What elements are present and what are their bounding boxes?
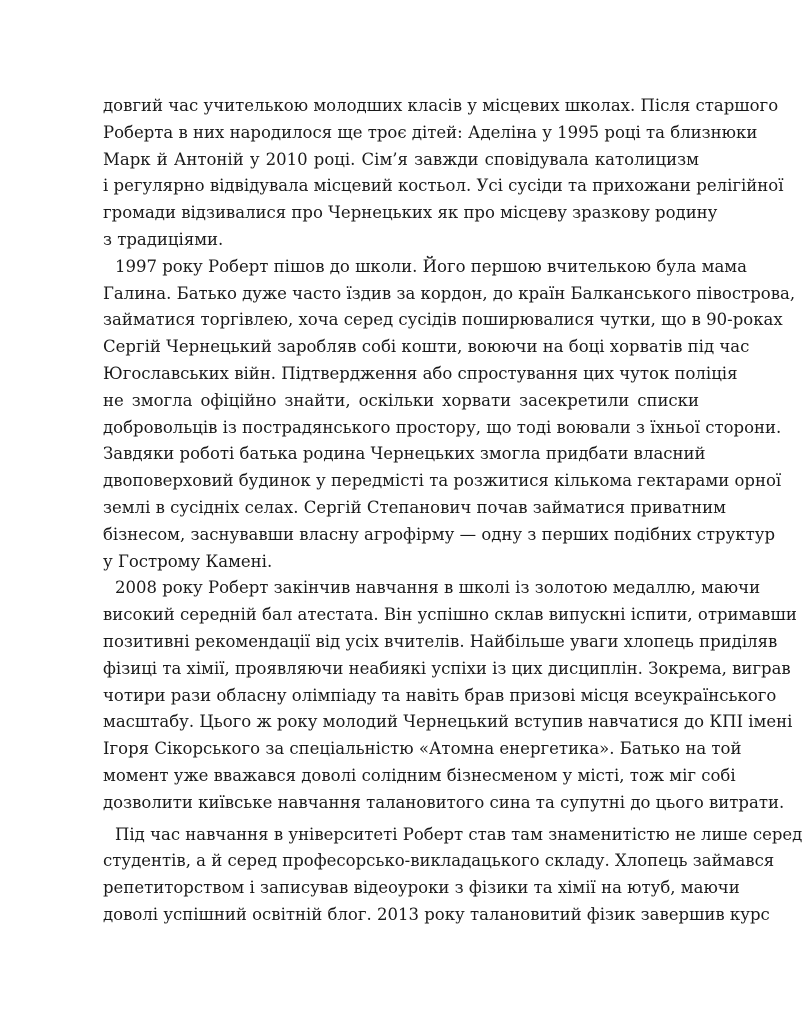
paragraph [103,93,784,254]
text-line: Югославських війн. Підтвердження або спростування цих чуток поліція [103,363,738,383]
paragraph [103,575,797,816]
text-line: фізиці та хімії, проявляючи неабиякі успіхи із цих дисциплін. Зокрема, виграв [103,658,791,678]
text-line: добровольців із пострадянського простору, що тоді воювали з їхньої сторони. [103,417,782,437]
text-line: і регулярно відвідувала місцевий костьол. Усі сусіди та прихожани релігійної [103,176,784,196]
text-line: Завдяки роботі батька родина Чернецьких змогла придбати власний [103,444,706,464]
text-line: позитивні рекомендації від усіх вчителів. Найбільше уваги хлопець приділяв [103,631,778,651]
text-line: Сергій Чернецький заробляв собі кошти, воюючи на боці хорватів під час [103,337,750,357]
text-line: момент уже вважався доволі солідним бізнесменом у місті, тож міг собі [103,765,736,785]
text-line: не змогла офіційно знайти, оскільки хорвати засекретили списки [103,390,699,410]
text-line: довгий час учителькою молодших класів у місцевих школах. Після старшого [103,96,779,115]
text-line: громади відзивалися про Чернецьких як про місцеву зразкову родину [103,203,718,223]
text-line: чотири рази обласну олімпіаду та навіть брав призові місця всеукраїнського [103,685,777,705]
paragraph [103,254,796,576]
paragraph [103,822,802,929]
text-line: у Гострому Камені. [103,551,273,571]
text-line: студентів, а й серед професорсько-викладацького складу. Хлопець займався [103,851,775,871]
text-line: доволі успішний освітній блог. 2013 року талановитий фізик завершив курс [103,904,770,924]
text-line: масштабу. Цього ж року молодий Чернецький вступив навчатися до КПІ імені [103,712,793,732]
text-line: 1997 року Роберт пішов до школи. Його першою вчителькою була мама [115,256,747,276]
page-text [103,93,802,929]
text-line: бізнесом, заснувавши власну агрофірму — одну з перших подібних структур [103,524,776,544]
text-line: займатися торгівлею, хоча серед сусідів поширювалися чутки, що в 90-роках [103,310,783,330]
text-line: Ігоря Сікорського за спеціальністю «Атомна енергетика». Батько на той [103,739,742,759]
text-line: Під час навчання в університеті Роберт став там знаменитістю не лише серед [115,824,802,844]
text-line: Марк й Антоній у 2010 році. Сім’я завжди сповідувала католицизм [103,149,699,169]
text-line: Роберта в них народилося ще троє дітей: Аделіна у 1995 році та близнюки [103,122,758,142]
text-line: двоповерховий будинок у передмісті та розжитися кількома гектарами орної [103,471,782,491]
text-line: високий середній бал атестата. Він успішно склав випускні іспити, отримавши [103,605,797,625]
text-line: дозволити київське навчання талановитого сина та супутні до цього витрати. [103,792,785,812]
text-line: 2008 року Роберт закінчив навчання в школі із золотою медаллю, маючи [115,578,761,598]
text-line: Галина. Батько дуже часто їздив за кордон, до країн Балканського півострова, [103,283,796,303]
text-line: з традиціями. [103,229,224,249]
text-line: землі в сусідніх селах. Сергій Степанович почав займатися приватним [103,497,726,517]
text-line: репетиторством і записував відеоуроки з фізики та хімії на ютуб, маючи [103,878,740,898]
